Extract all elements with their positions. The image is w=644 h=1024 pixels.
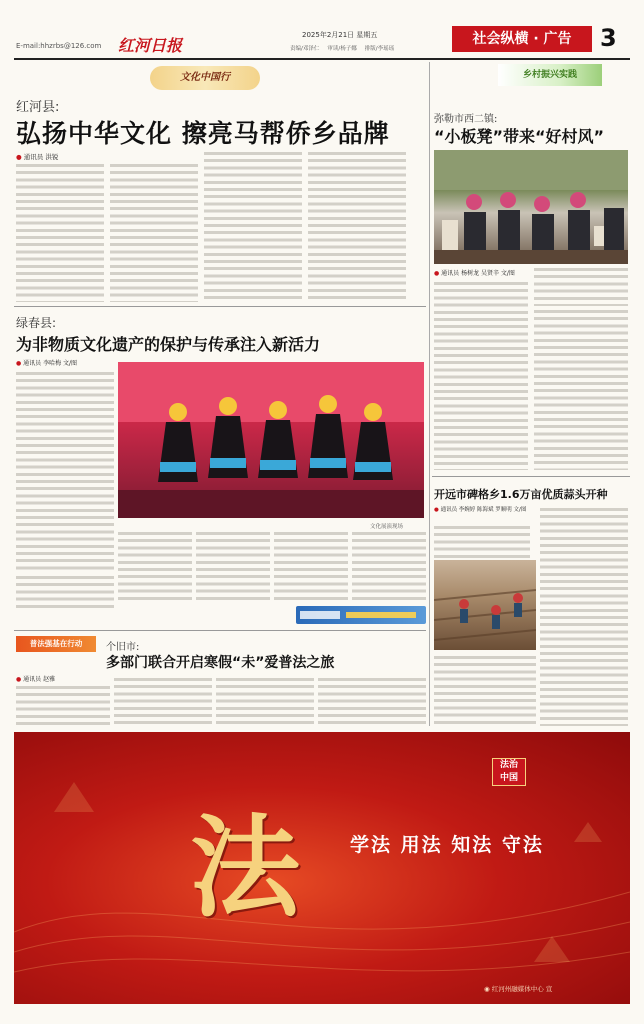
law-banner: 普法强基在行动 (16, 636, 96, 652)
dance-performance-photo-art (118, 362, 424, 518)
body-text (204, 150, 302, 302)
body-text (434, 280, 528, 470)
media-logo-icon: ◉ (484, 985, 490, 993)
seal-top: 法治 (499, 760, 518, 770)
article-kicker: 弥勒市西二镇: (434, 114, 498, 125)
editor: 排版/李瑶瑶 (364, 46, 395, 52)
article-byline: ● 通讯员 洪锐 (16, 153, 59, 161)
body-text (540, 506, 628, 726)
ad-slogan: 学法 用法 知法 守法 (350, 834, 544, 856)
email: E-mail:hhzrbs@126.com (16, 42, 102, 50)
body-text (110, 162, 198, 302)
article-headline: 为非物质文化遗产的保护与传承注入新活力 (16, 335, 321, 354)
byline-text: 通讯员 李婉婷 陈海斌 罗顺明 文/图 (440, 507, 527, 513)
ad-seal-logo (492, 758, 526, 786)
villagers-meeting-photo-art (434, 150, 628, 264)
body-text (534, 266, 628, 306)
page-number: 3 (600, 24, 617, 52)
garlic-planting-photo (434, 560, 536, 650)
promo-strip-art (296, 606, 426, 624)
section-title: 社会纵横 · 广告 (452, 26, 592, 52)
promo-strip (296, 606, 426, 624)
dance-performance-photo (118, 362, 424, 518)
body-text (434, 654, 536, 726)
body-text (16, 574, 114, 608)
body-text (118, 530, 192, 604)
body-text (274, 530, 348, 604)
ad-calligraphy: 法 (190, 803, 300, 932)
body-text (534, 308, 628, 470)
issue-date: 2025年2月21日 星期五 (302, 31, 378, 39)
ad-background-art (14, 732, 630, 1004)
article-headline: 开远市碑格乡1.6万亩优质蒜头开种 (434, 488, 608, 501)
body-text (216, 676, 314, 726)
byline-text: 通讯员 洪锐 (23, 153, 59, 161)
article-kicker: 绿春县: (16, 316, 57, 330)
villagers-meeting-photo (434, 150, 628, 264)
byline-text: 通讯员 李哈梅 文/图 (23, 360, 78, 367)
article-headline: 弘扬中华文化 擦亮马帮侨乡品牌 (16, 119, 390, 148)
ad-credit-text: 红河州融媒体中心 宣 (491, 985, 553, 993)
rural-banner: 乡村振兴实践 (498, 64, 602, 86)
article-headline: 多部门联合开启寒假“未”爱普法之旅 (106, 655, 335, 671)
article-kicker: 红河县: (16, 100, 60, 115)
body-text (434, 524, 530, 558)
editor: 审读/杨子娜 (327, 46, 357, 52)
article-byline: ● 通讯员 李哈梅 文/图 (16, 360, 78, 367)
article-kicker: 个旧市: (106, 642, 140, 653)
article-byline: ● 通讯员 赵雅 (16, 676, 56, 683)
body-text (352, 530, 426, 604)
body-text (16, 370, 114, 570)
editor-list (290, 44, 394, 52)
newspaper-logo: 红河日报 (118, 36, 183, 55)
photo-caption: 文化展演现场 (370, 524, 404, 530)
body-text (308, 150, 406, 302)
seal-bottom: 中国 (499, 773, 518, 783)
article-byline: ● 通讯员 杨树龙 吴贤辛 文/图 (434, 270, 515, 277)
garlic-planting-photo-art (434, 560, 536, 650)
byline-text: 通讯员 赵雅 (23, 676, 56, 683)
byline-text: 通讯员 杨树龙 吴贤辛 文/图 (441, 270, 515, 277)
body-text (16, 684, 110, 726)
editor: 责编/邓泽仁 (290, 46, 320, 52)
body-text (16, 162, 104, 302)
article-byline: ● 通讯员 李婉婷 陈海斌 罗顺明 文/图 (434, 507, 527, 513)
rule-of-law-advertisement (14, 732, 630, 1004)
body-text (114, 676, 212, 726)
culture-banner: 文化中国行 (150, 66, 260, 90)
ad-credit (484, 984, 552, 993)
article-headline: “小板凳”带来“好村风” (434, 127, 605, 146)
body-text (196, 530, 270, 604)
body-text (318, 676, 426, 726)
